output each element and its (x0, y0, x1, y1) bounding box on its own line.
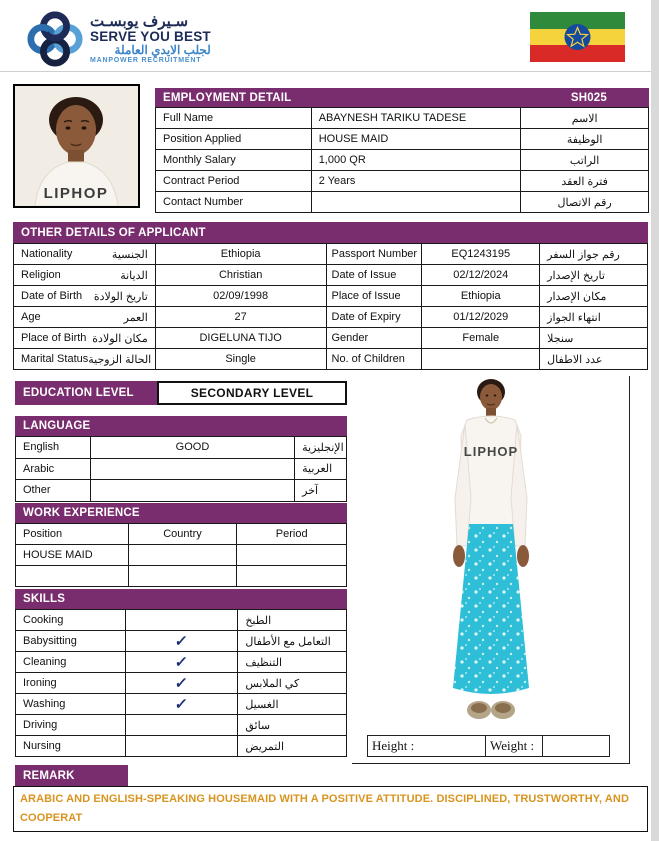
remark-box (13, 786, 648, 832)
work-experience-row (16, 545, 347, 566)
skill-row (16, 715, 347, 736)
other-details-row (14, 286, 648, 307)
logo-tagline: MANPOWER RECRUITMENT (90, 56, 202, 64)
other-details-table (13, 243, 648, 370)
skill-row-label: Cooking (16, 610, 126, 631)
language-row-label: Other (16, 480, 91, 502)
other-details-label-pair: Date of Birth تاريخ الولادة (14, 286, 156, 307)
other-details-value2: 01/12/2029 (422, 307, 540, 328)
language-section (15, 416, 347, 502)
remark-text: ARABIC AND ENGLISH-SPEAKING HOUSEMAID WITH A POSITIVE ATTITUDE. DISCIPLINED, TRUSTWORTHY, AND COOPERAT (20, 793, 630, 824)
skill-row-arabic-label: الغسيل (238, 694, 347, 715)
height-weight-box (367, 735, 610, 757)
other-details-value2 (422, 349, 540, 370)
employment-row-arabic-label: رقم الاتصال (521, 192, 649, 213)
other-details-value2: EQ1243195 (422, 244, 540, 265)
applicant-fullbody-photo (431, 378, 551, 732)
employment-title: EMPLOYMENT DETAIL (163, 91, 292, 104)
skill-row-check (126, 652, 239, 673)
language-row-value: GOOD (91, 437, 295, 459)
page-edge-shadow (651, 0, 659, 841)
skill-row-label: Nursing (16, 736, 126, 757)
skill-row-arabic-label: التعامل مع الأطفال (238, 631, 347, 652)
other-details-arabic-label: انتهاء الجواز (540, 307, 648, 328)
other-details-arabic-label: مكان الإصدار (540, 286, 648, 307)
other-details-value: Christian (156, 265, 327, 286)
language-row-value (91, 459, 295, 481)
weight-label: Weight : (490, 738, 535, 753)
remark-section-header (15, 765, 128, 786)
other-details-row (14, 328, 648, 349)
employment-row (156, 108, 649, 129)
other-details-arabic-label: تاريخ الإصدار (540, 265, 648, 286)
language-row-label: Arabic (16, 459, 91, 481)
ethiopia-flag (530, 12, 625, 62)
fullbody-photo-cell (352, 376, 630, 764)
logo-name: SERVE YOU BEST (90, 28, 211, 44)
work-experience-section-header (15, 503, 347, 523)
other-details-title: OTHER DETAILS OF APPLICANT (21, 226, 206, 239)
employment-row-arabic-label: فترة العقد (521, 171, 649, 192)
employment-row-value: 1,000 QR (312, 150, 522, 171)
employment-row-label: Full Name (156, 108, 312, 129)
other-details-section-header (13, 222, 648, 243)
other-details-row (14, 244, 648, 265)
skill-row-label: Driving (16, 715, 126, 736)
checkmark-icon: ✓ (173, 633, 189, 650)
skill-row-label: Babysitting (16, 631, 126, 652)
work-col-position: Position (16, 524, 129, 545)
other-details-row (14, 265, 648, 286)
skill-row (16, 736, 347, 757)
work-row-country (129, 545, 238, 566)
language-row-arabic-label: آخر (295, 480, 347, 502)
weight-value (542, 736, 608, 756)
logo-knot-icon (26, 10, 84, 68)
employment-detail-section (155, 88, 649, 213)
header-divider (0, 71, 651, 72)
checkmark-icon: ✓ (173, 675, 189, 692)
skill-row-check (126, 631, 239, 652)
other-details-label2: Gender (327, 328, 423, 349)
education-level-header (15, 381, 157, 405)
language-section-header (15, 416, 347, 436)
other-details-label2: Date of Expiry (327, 307, 423, 328)
language-row (16, 480, 347, 502)
skill-row (16, 652, 347, 673)
skill-row (16, 673, 347, 694)
employment-row (156, 192, 649, 213)
employment-row-value: 2 Years (312, 171, 522, 192)
other-details-value: DIGELUNA TIJO (156, 328, 327, 349)
skill-row (16, 610, 347, 631)
employment-row-value (312, 192, 522, 213)
other-details-value2: Ethiopia (422, 286, 540, 307)
language-title: LANGUAGE (23, 420, 91, 432)
education-level-label: EDUCATION LEVEL (23, 387, 134, 399)
work-row-period (237, 566, 347, 587)
language-row-arabic-label: الإنجليزية (295, 437, 347, 459)
employment-row-label: Contact Number (156, 192, 312, 213)
logo-text-block (90, 14, 211, 64)
other-details-value2: Female (422, 328, 540, 349)
employment-row-arabic-label: الوظيفة (521, 129, 649, 150)
other-details-section (13, 222, 648, 370)
employment-row-label: Position Applied (156, 129, 312, 150)
work-col-country: Country (129, 524, 238, 545)
skill-row-arabic-label: سائق (238, 715, 347, 736)
employment-row-value: HOUSE MAID (312, 129, 522, 150)
height-label: Height : (372, 738, 415, 753)
checkmark-icon: ✓ (173, 696, 189, 713)
other-details-arabic-label: عدد الاطفال (540, 349, 648, 370)
skill-row-label: Washing (16, 694, 126, 715)
employment-section-header (155, 88, 649, 107)
work-col-period: Period (237, 524, 347, 545)
work-experience-table (15, 523, 347, 587)
other-details-arabic-label: رقم جواز السفر (540, 244, 648, 265)
portrait-shirt-text: LIPHOP (43, 185, 109, 202)
remark-title: REMARK (23, 769, 75, 782)
skill-row-check (126, 610, 239, 631)
other-details-value: 27 (156, 307, 327, 328)
other-details-label-pair: Marital Status الحالة الزوجية (14, 349, 156, 370)
employment-table (155, 107, 649, 213)
employment-row-arabic-label: الراتب (521, 150, 649, 171)
education-level-value: SECONDARY LEVEL (157, 381, 347, 405)
other-details-label-pair: Place of Birth مكان الولادة (14, 328, 156, 349)
skill-row-label: Cleaning (16, 652, 126, 673)
employment-row (156, 171, 649, 192)
height-value (420, 736, 486, 756)
skill-row (16, 631, 347, 652)
work-experience-title: WORK EXPERIENCE (23, 507, 140, 519)
applicant-portrait-photo (13, 84, 140, 208)
employment-row-label: Monthly Salary (156, 150, 312, 171)
other-details-label-pair: Age العمر (14, 307, 156, 328)
work-row-country (129, 566, 238, 587)
language-table (15, 436, 347, 502)
employment-row (156, 150, 649, 171)
portrait-illustration (15, 86, 138, 206)
skills-section (15, 589, 347, 757)
language-row (16, 437, 347, 459)
employment-row-arabic-label: الاسم (521, 108, 649, 129)
other-details-value: 02/09/1998 (156, 286, 327, 307)
skills-title: SKILLS (23, 593, 66, 605)
employment-row-value: ABAYNESH TARIKU TADESE (312, 108, 522, 129)
checkmark-icon: ✓ (173, 654, 189, 671)
skill-row (16, 694, 347, 715)
language-row-arabic-label: العربية (295, 459, 347, 481)
work-row-period (237, 545, 347, 566)
work-experience-row (16, 566, 347, 587)
skill-row-label: Ironing (16, 673, 126, 694)
work-row-position: HOUSE MAID (16, 545, 129, 566)
other-details-row (14, 307, 648, 328)
work-experience-section (15, 503, 347, 587)
work-experience-header-row (16, 524, 347, 545)
language-row (16, 459, 347, 481)
skills-table (15, 609, 347, 757)
skills-section-header (15, 589, 347, 609)
other-details-label2: Date of Issue (327, 265, 423, 286)
other-details-label-pair: Religion الديانة (14, 265, 156, 286)
logo-arabic-name: سـيرف يوبسـت (90, 13, 189, 31)
language-row-value (91, 480, 295, 502)
employment-code: SH025 (570, 91, 607, 104)
skill-row-check (126, 694, 239, 715)
employment-row-label: Contract Period (156, 171, 312, 192)
other-details-arabic-label: سنجلا (540, 328, 648, 349)
other-details-label2: Place of Issue (327, 286, 423, 307)
other-details-value: Single (156, 349, 327, 370)
other-details-label2: No. of Children (327, 349, 423, 370)
skill-row-arabic-label: الطبخ (238, 610, 347, 631)
skill-row-arabic-label: التنظيف (238, 652, 347, 673)
other-details-value2: 02/12/2024 (422, 265, 540, 286)
other-details-label-pair: Nationality الجنسية (14, 244, 156, 265)
fullbody-shirt-text: LIPHOP (463, 444, 519, 459)
employment-row (156, 129, 649, 150)
skill-row-check (126, 673, 239, 694)
other-details-label2: Passport Number (327, 244, 423, 265)
other-details-value: Ethiopia (156, 244, 327, 265)
work-row-position (16, 566, 129, 587)
agency-logo (26, 8, 236, 70)
skill-row-check (126, 736, 239, 757)
other-details-row (14, 349, 648, 370)
skill-row-check (126, 715, 239, 736)
skill-row-arabic-label: كي الملابس (238, 673, 347, 694)
language-row-label: English (16, 437, 91, 459)
skill-row-arabic-label: التمريض (238, 736, 347, 757)
logo-arabic-tagline: لجلب الايدي العاملة (114, 42, 211, 57)
